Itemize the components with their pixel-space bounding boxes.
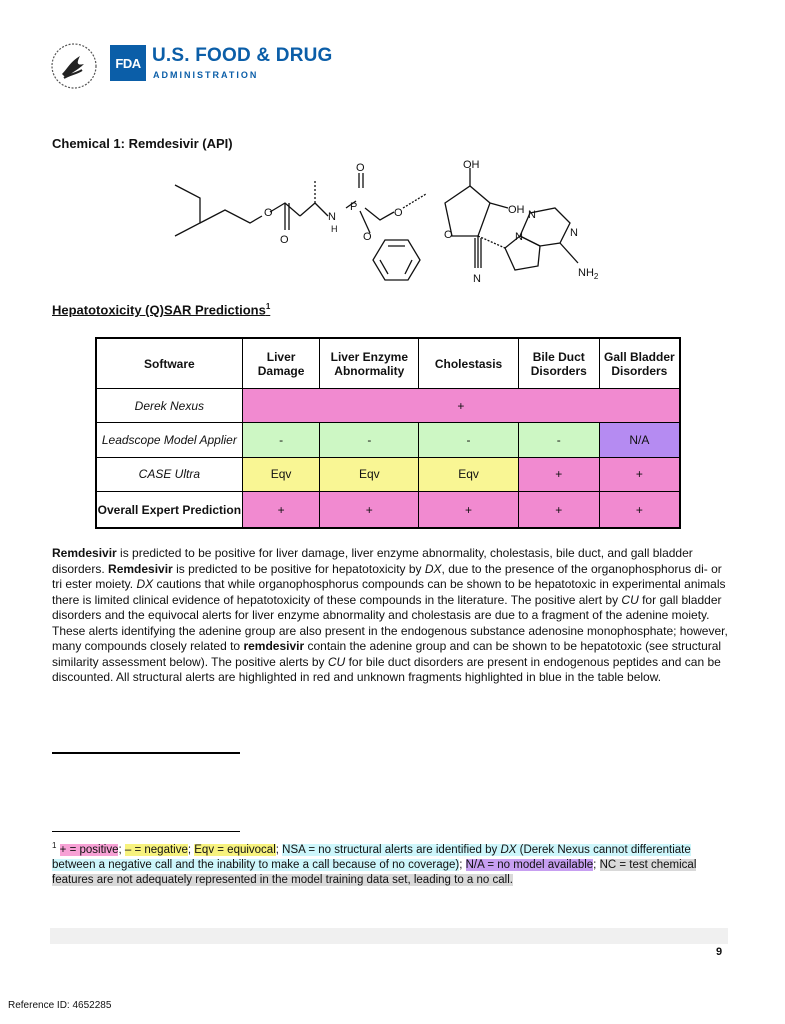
body-remdesivir-2: Remdesivir [108, 561, 173, 576]
footnote-positive: + = positive [59, 843, 119, 856]
cell-overall-liver-damage: + [242, 492, 320, 528]
table-header-row [96, 338, 680, 389]
assessment-paragraph [52, 546, 732, 686]
footnote-nsa-dx: DX [500, 843, 517, 856]
row-label-leadscope: Leadscope Model Applier [96, 423, 242, 457]
section-separator [52, 752, 240, 754]
footnote [52, 838, 732, 888]
svg-text:O: O [280, 234, 289, 246]
table-row-leadscope [96, 423, 680, 457]
cell-case-liver-enzyme: Eqv [320, 457, 419, 491]
cell-case-gall-bladder: + [599, 457, 680, 491]
svg-text:O: O [394, 207, 403, 219]
svg-text:P: P [350, 201, 358, 213]
footnote-sep-3: ; [275, 843, 283, 856]
header-liver-enzyme: Liver Enzyme Abnormality [320, 338, 419, 389]
cell-case-liver-damage: Eqv [242, 457, 320, 491]
cell-leadscope-gall-bladder: N/A [599, 423, 680, 457]
cell-overall-cholestasis: + [419, 492, 519, 528]
qsar-predictions-table [95, 337, 681, 529]
footnote-separator [52, 831, 240, 832]
svg-text:OH: OH [463, 159, 480, 171]
body-text-4: is predicted to be positive for hepatotoxicity by [172, 561, 425, 576]
body-text-2: is predicted to be positive for liver damage, liver enzyme abnormality, cholestasis, bile duct, and gall bladder disorders. [52, 546, 693, 576]
cell-derek-merged: + [242, 389, 680, 423]
body-text-8: cautions that while organophosphorus compounds can be shown to be hepatotoxic in experimental animals there is limited clinical evidence of hepatotoxicity of these compounds in the literature. The positive alert by [52, 577, 726, 607]
row-label-case: CASE Ultra [96, 457, 242, 491]
footnote-sep-1: ; [118, 843, 125, 856]
svg-text:O: O [356, 162, 365, 174]
body-text-6: , due to the presence of the organophosphorus di- or tri ester moiety. [52, 561, 722, 591]
header-bile-duct: Bile Duct Disorders [518, 338, 599, 389]
cell-overall-gall-bladder: + [599, 492, 680, 528]
page-number: 9 [716, 946, 723, 958]
table-row-derek [96, 389, 680, 423]
body-cu-2: CU [327, 654, 346, 669]
header-gall-bladder: Gall Bladder Disorders [599, 338, 680, 389]
cell-leadscope-liver-damage: - [242, 423, 320, 457]
cell-case-cholestasis: Eqv [419, 457, 519, 491]
table-row-case [96, 457, 680, 491]
body-dx-2: DX [136, 577, 154, 591]
svg-text:N: N [570, 227, 578, 239]
remdesivir-structure-diagram [160, 158, 620, 298]
row-label-overall: Overall Expert Prediction [96, 492, 242, 528]
footer-bar [50, 928, 728, 944]
row-label-derek: Derek Nexus [96, 389, 242, 423]
body-text-14: for bile duct disorders are present in endogenous peptides and can be discounted. All structural alerts are highlighted in red and unknown fragments highlighted in blue in the table below. [52, 654, 721, 684]
cell-overall-bile-duct: + [518, 492, 599, 528]
svg-text:O: O [444, 229, 453, 241]
hhs-eagle-seal-icon [50, 42, 98, 90]
footnote-equivocal-neg: – = negative [124, 843, 188, 856]
cell-case-bile-duct: + [518, 457, 599, 491]
header-software: Software [96, 338, 242, 389]
body-text-10: for gall bladder disorders and the equivocal alerts for liver enzyme abnormality and cholestasis are due to a fragment of the adenine moiety. These alerts identifying the adenine group are also present in the endogenous substance adenosine monophosphate; however, many compounds closely related to [52, 592, 728, 653]
svg-text:N: N [528, 209, 536, 221]
footnote-nc: NC = test chemical features are not adequately represented in the model training data set, leading to a no call. [52, 858, 697, 886]
table-row-overall [96, 492, 680, 528]
svg-text:N: N [328, 211, 336, 223]
cell-leadscope-bile-duct: - [518, 423, 599, 457]
footnote-nsa-text: NSA = no structural alerts are identified by [282, 843, 501, 856]
qsar-heading [52, 302, 270, 317]
fda-logo-name: U.S. FOOD & DRUG [152, 45, 333, 66]
footnote-sep-2: ; [187, 843, 195, 856]
cell-overall-liver-enzyme: + [320, 492, 419, 528]
footnote-nsa-rest: (Derek Nexus cannot differentiate between a negative call and the inability to make a call because of no coverage) [52, 843, 691, 871]
footnote-sep-5: ; [593, 858, 600, 871]
svg-text:N: N [473, 273, 481, 285]
footnote-sep-4: ; [459, 858, 466, 871]
svg-text:N: N [515, 231, 523, 243]
header-cholestasis: Cholestasis [419, 338, 519, 389]
svg-text:H: H [331, 224, 338, 234]
qsar-heading-text: Hepatotoxicity (Q)SAR Predictions [52, 302, 266, 318]
fda-logo-subtitle: ADMINISTRATION [153, 70, 259, 80]
svg-text:O: O [363, 231, 372, 243]
cell-leadscope-liver-enzyme: - [320, 423, 419, 457]
svg-text:O: O [264, 207, 273, 219]
qsar-footnote-ref: 1 [265, 302, 271, 311]
body-text-12: contain the adenine group and can be shown to be hepatotoxic (see structural similarity assessment below). The positive alerts by [52, 639, 722, 669]
svg-text:NH2: $NH_2$ [578, 267, 599, 281]
header-liver-damage: Liver Damage [242, 338, 320, 389]
body-remdesivir-1: Remdesivir [52, 546, 117, 560]
chemical-title: Chemical 1: Remdesivir (API) [52, 136, 233, 151]
fda-logo-box: FDA [110, 45, 146, 81]
reference-id: Reference ID: 4652285 [8, 1000, 112, 1011]
body-dx-1: DX [424, 561, 442, 576]
body-remdesivir-3: remdesivir [243, 639, 305, 653]
body-cu-1: CU [621, 592, 639, 607]
cell-leadscope-cholestasis: - [419, 423, 519, 457]
footnote-number: 1 [52, 841, 57, 850]
footnote-na: N/A = no model available [465, 858, 594, 871]
footnote-equivocal: Eqv = equivocal [194, 843, 276, 856]
svg-text:OH: OH [508, 204, 525, 216]
